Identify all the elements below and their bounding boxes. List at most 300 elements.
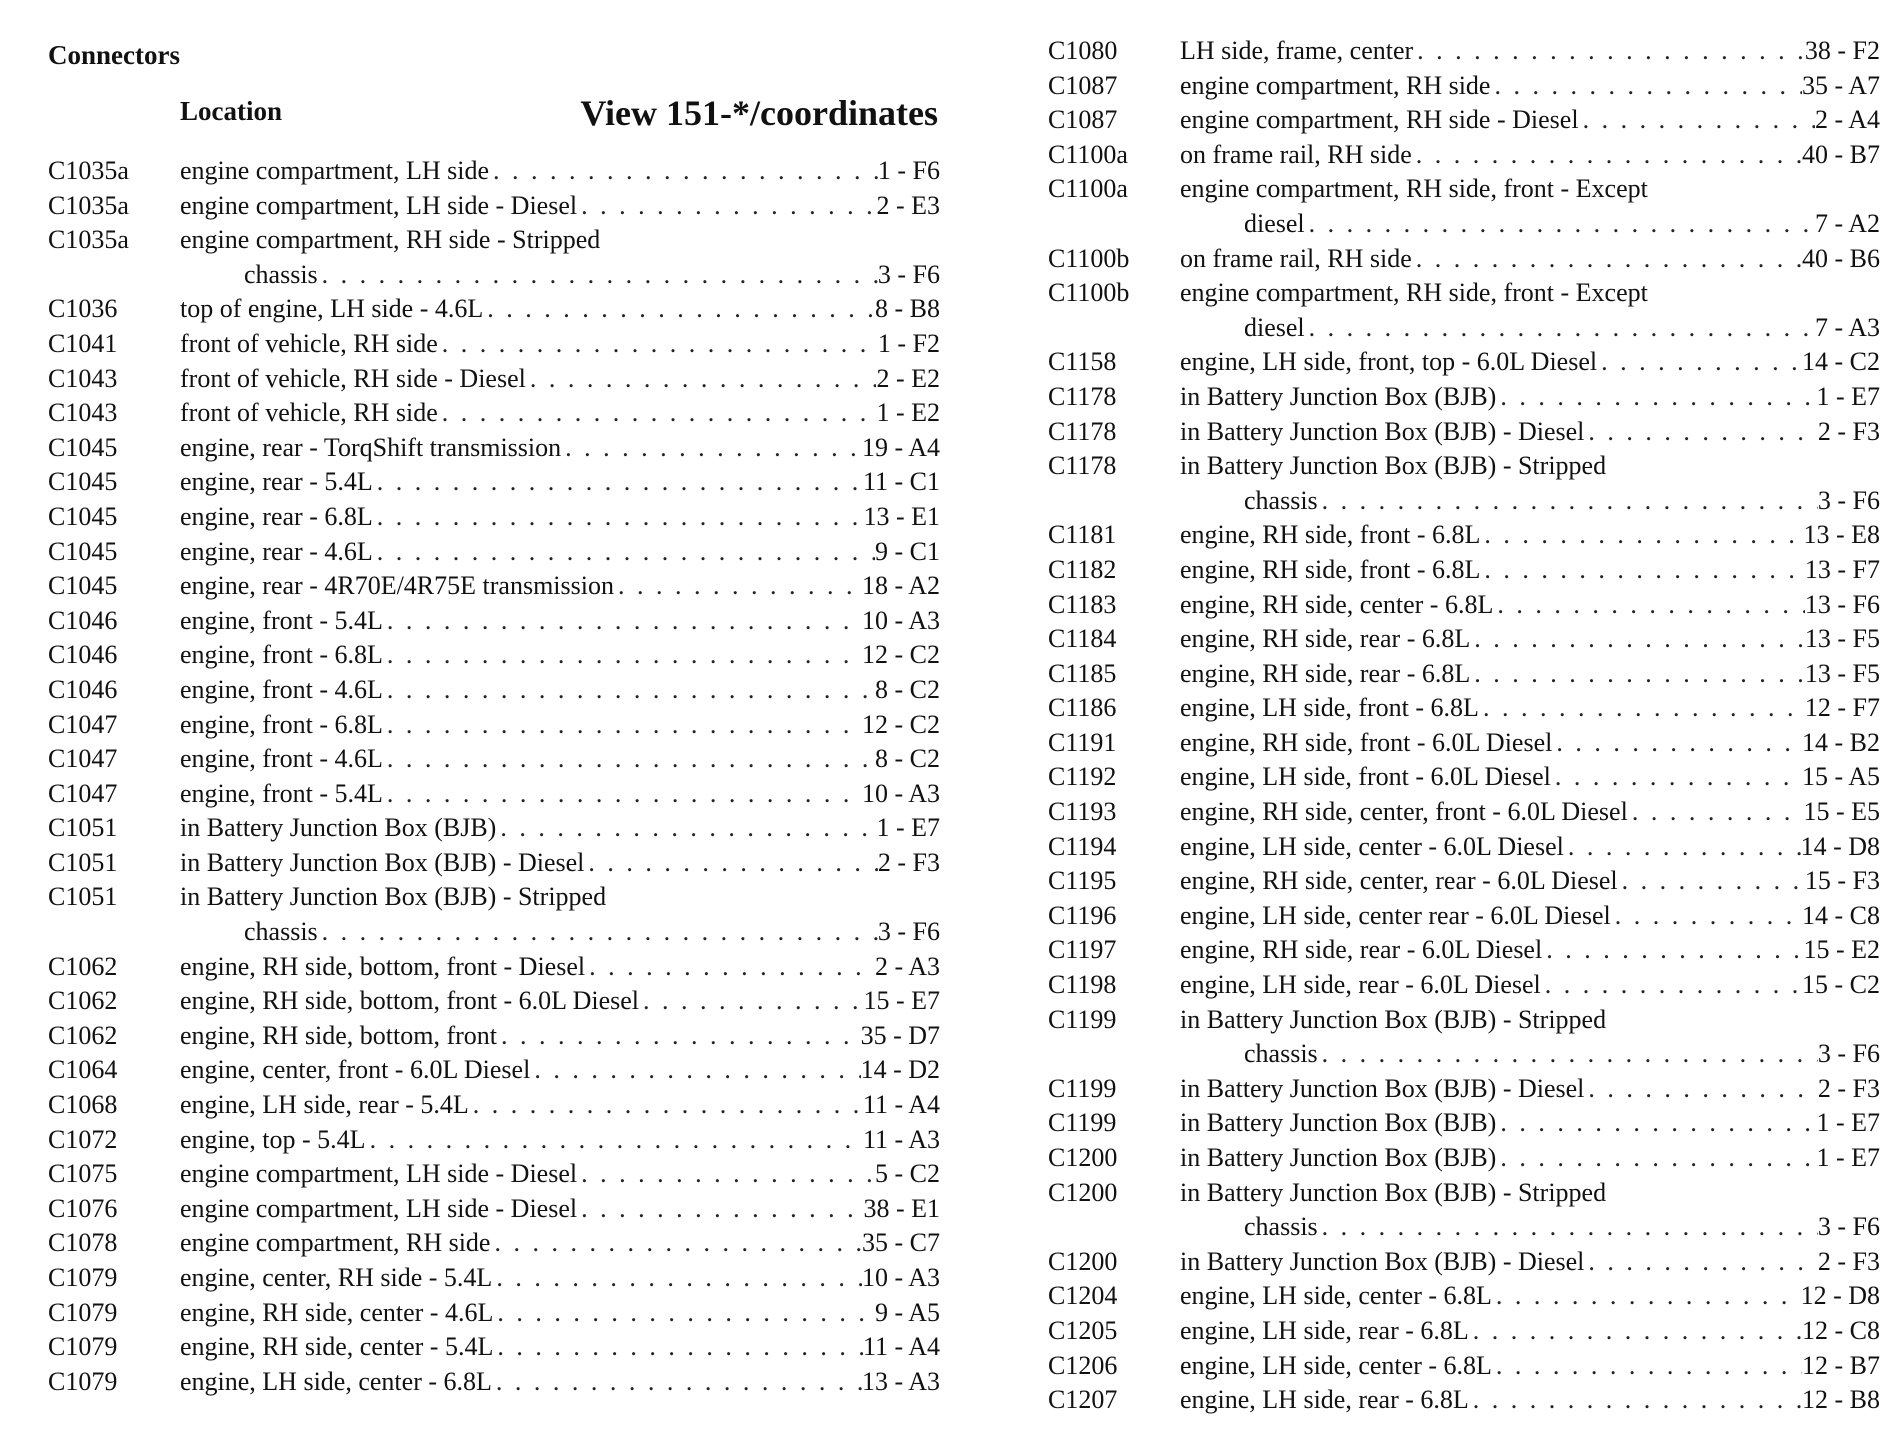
right-connector-list xyxy=(1048,34,1880,1418)
dot-leader xyxy=(1611,899,1802,934)
connector-location: engine, LH side, front, top - 6.0L Diesel xyxy=(1180,347,1598,377)
dot-leader xyxy=(1496,1106,1816,1141)
connector-location: engine compartment, RH side - Stripped xyxy=(180,225,601,255)
dot-leader xyxy=(1492,1279,1801,1314)
connector-location: LH side, frame, center xyxy=(1180,36,1414,65)
connector-entry xyxy=(48,327,940,362)
connector-code: C1207 xyxy=(1048,1385,1118,1415)
entry-body xyxy=(180,1019,940,1054)
connector-code: C1045 xyxy=(48,501,118,531)
connector-location: engine, LH side, front - 6.8L xyxy=(1180,693,1479,723)
connector-code: C1196 xyxy=(1048,900,1117,930)
connector-entry xyxy=(48,638,940,673)
dot-leader xyxy=(383,708,862,743)
connector-code: C1100b xyxy=(1048,243,1130,273)
view-coordinate: 8 - C2 xyxy=(875,744,940,774)
dot-leader xyxy=(577,1157,875,1192)
view-coordinate: 2 - A4 xyxy=(1815,105,1880,135)
connector-code: C1186 xyxy=(1048,693,1117,723)
view-coordinate: 38 - F2 xyxy=(1804,36,1880,65)
dot-leader xyxy=(496,811,876,846)
entry-body xyxy=(1180,899,1880,934)
connector-entry xyxy=(1048,449,1880,518)
entry-body xyxy=(1180,69,1880,104)
connector-code: C1204 xyxy=(1048,1281,1118,1311)
entry-body xyxy=(180,811,940,846)
connector-entry xyxy=(1048,1141,1880,1176)
connector-location: front of vehicle, RH side xyxy=(180,398,438,428)
connector-entry xyxy=(48,362,940,397)
connector-entry xyxy=(1048,415,1880,450)
entry-body xyxy=(1180,518,1880,553)
entry-body xyxy=(180,1296,940,1331)
connector-location: engine, LH side, rear - 6.0L Diesel xyxy=(1180,970,1541,1000)
entry-body xyxy=(180,223,940,292)
entry-body xyxy=(180,846,940,881)
entry-line xyxy=(180,465,940,500)
connector-entry xyxy=(48,535,940,570)
view-coordinate: 11 - A3 xyxy=(862,1124,940,1154)
entry-body xyxy=(180,1192,940,1227)
view-coordinate: 11 - A4 xyxy=(862,1090,940,1120)
dot-leader xyxy=(1542,933,1803,968)
connector-code: C1193 xyxy=(1048,797,1117,827)
entry-body xyxy=(180,1088,940,1123)
view-coordinate: 15 - C2 xyxy=(1802,970,1880,1000)
connector-code: C1087 xyxy=(1048,70,1118,100)
entry-body xyxy=(1180,864,1880,899)
entry-body xyxy=(1180,795,1880,830)
entry-continuation-line xyxy=(1180,1210,1880,1245)
view-coordinate: 12 - C2 xyxy=(862,709,940,739)
connector-code: C1198 xyxy=(1048,970,1117,1000)
connector-entry xyxy=(48,742,940,777)
location-column-header: Location xyxy=(180,96,283,126)
entry-line xyxy=(1180,553,1880,588)
connector-code: C1051 xyxy=(48,813,118,843)
dot-leader xyxy=(1413,34,1805,69)
connector-entry xyxy=(48,950,940,985)
entry-line xyxy=(1180,1141,1880,1176)
connector-entry xyxy=(1048,899,1880,934)
entry-line xyxy=(180,1330,940,1365)
view-coordinate: 7 - A3 xyxy=(1815,312,1880,342)
connector-code: C1045 xyxy=(48,467,118,497)
dot-leader xyxy=(1551,760,1802,795)
connector-code: C1064 xyxy=(48,1055,118,1085)
connector-entry xyxy=(48,189,940,224)
connector-entry xyxy=(48,604,940,639)
view-coordinate: 13 - F7 xyxy=(1804,554,1880,584)
connector-entry xyxy=(1048,1349,1880,1384)
connector-entry xyxy=(48,1261,940,1296)
dot-leader xyxy=(1318,484,1818,519)
view-coordinate: 9 - C1 xyxy=(875,536,940,566)
connector-entry xyxy=(48,708,940,743)
connector-entry xyxy=(48,1157,940,1192)
view-coordinate: 14 - C8 xyxy=(1802,900,1880,930)
connector-entry xyxy=(1048,138,1880,173)
connector-entry xyxy=(48,1088,940,1123)
connector-code: C1080 xyxy=(1048,36,1118,65)
view-coordinate: 12 - F7 xyxy=(1804,693,1880,723)
entry-line xyxy=(1180,1003,1880,1038)
dot-leader xyxy=(383,638,862,673)
connector-location: in Battery Junction Box (BJB) - Stripped xyxy=(1180,1177,1607,1207)
connector-location-continued: diesel xyxy=(1244,312,1305,342)
dot-leader xyxy=(1552,726,1802,761)
connector-entry xyxy=(48,1192,940,1227)
connector-entry xyxy=(1048,34,1880,69)
entry-line xyxy=(1180,795,1880,830)
connector-entry xyxy=(1048,1072,1880,1107)
entry-body xyxy=(180,777,940,812)
entry-line xyxy=(180,1226,940,1261)
connector-entry xyxy=(48,292,940,327)
view-coordinate: 14 - B2 xyxy=(1802,727,1880,757)
connector-location: engine, front - 6.8L xyxy=(180,640,383,670)
view-coordinate: 12 - D8 xyxy=(1800,1281,1880,1311)
connector-code: C1199 xyxy=(1048,1073,1117,1103)
connector-entry xyxy=(1048,1176,1880,1245)
connector-location: engine, LH side, center - 6.8L xyxy=(1180,1350,1492,1380)
connector-entry xyxy=(1048,345,1880,380)
entry-line xyxy=(1180,345,1880,380)
view-coordinate: 19 - A4 xyxy=(862,432,940,462)
connector-code: C1184 xyxy=(1048,624,1117,654)
dot-leader xyxy=(1318,1037,1818,1072)
entry-body xyxy=(1180,1314,1880,1349)
connector-code: C1182 xyxy=(1048,554,1117,584)
entry-body xyxy=(180,1365,940,1400)
entry-line xyxy=(1180,276,1880,311)
entry-continuation-line xyxy=(180,258,940,293)
entry-body xyxy=(180,327,940,362)
view-coordinate: 35 - A7 xyxy=(1802,70,1880,100)
connector-code: C1075 xyxy=(48,1159,118,1189)
connector-code: C1043 xyxy=(48,363,118,393)
connector-code: C1068 xyxy=(48,1090,118,1120)
dot-leader xyxy=(1496,380,1816,415)
connector-location: in Battery Junction Box (BJB) xyxy=(180,813,497,843)
entry-line xyxy=(1180,1314,1880,1349)
dot-leader xyxy=(1470,622,1805,657)
dot-leader xyxy=(489,154,878,189)
connector-code: C1100a xyxy=(1048,139,1128,169)
connector-code: C1078 xyxy=(48,1228,118,1258)
view-coordinate: 2 - E3 xyxy=(876,190,940,220)
connector-code: C1195 xyxy=(1048,866,1117,896)
connector-location: in Battery Junction Box (BJB) xyxy=(1180,381,1497,411)
entry-body xyxy=(1180,968,1880,1003)
entry-body xyxy=(1180,276,1880,345)
connector-location: in Battery Junction Box (BJB) - Stripped xyxy=(180,882,607,912)
view-coordinate: 35 - C7 xyxy=(862,1228,940,1258)
entry-line xyxy=(180,811,940,846)
connector-location: engine, RH side, bottom, front - 6.0L Diesel xyxy=(180,986,640,1016)
connector-code: C1158 xyxy=(1048,347,1117,377)
entry-line xyxy=(1180,830,1880,865)
connector-code: C1199 xyxy=(1048,1004,1117,1034)
view-coordinate: 10 - A3 xyxy=(862,778,940,808)
connector-location: in Battery Junction Box (BJB) xyxy=(1180,1143,1497,1172)
entry-continuation-line xyxy=(1180,207,1880,242)
connector-location: engine, RH side, rear - 6.8L xyxy=(1180,624,1471,654)
dot-leader xyxy=(1584,1072,1817,1107)
connector-location: front of vehicle, RH side xyxy=(180,328,438,358)
entry-line xyxy=(1180,1349,1880,1384)
dot-leader xyxy=(318,915,878,950)
entry-line xyxy=(180,154,940,189)
entry-line xyxy=(180,292,940,327)
connector-location-continued: chassis xyxy=(1244,1212,1318,1242)
connector-code: C1035a xyxy=(48,225,129,255)
connector-entry xyxy=(48,1226,940,1261)
connector-location: in Battery Junction Box (BJB) - Diesel xyxy=(1180,1073,1585,1103)
entry-body xyxy=(1180,103,1880,138)
dot-leader xyxy=(1480,518,1803,553)
connector-location: engine compartment, RH side - Diesel xyxy=(1180,105,1579,135)
connector-location: engine, LH side, rear - 6.8L xyxy=(1180,1385,1469,1415)
connector-entry xyxy=(1048,1383,1880,1418)
view-coordinate: 1 - E7 xyxy=(1816,1143,1880,1172)
connector-entry xyxy=(1048,760,1880,795)
entry-continuation-line xyxy=(1180,1037,1880,1072)
entry-line xyxy=(180,984,940,1019)
connector-entry xyxy=(48,154,940,189)
entry-line xyxy=(1180,103,1880,138)
connector-entry xyxy=(48,1053,940,1088)
connector-code: C1047 xyxy=(48,778,118,808)
connector-location: in Battery Junction Box (BJB) xyxy=(1180,1108,1497,1138)
entry-line xyxy=(1180,415,1880,450)
entry-body xyxy=(180,673,940,708)
connector-entry xyxy=(1048,553,1880,588)
dot-leader xyxy=(1584,1245,1817,1280)
entry-line xyxy=(1180,34,1880,69)
connector-code: C1045 xyxy=(48,432,118,462)
connector-code: C1062 xyxy=(48,951,118,981)
connector-entry xyxy=(1048,276,1880,345)
view-coordinates-column-header: View 151-*/coordinates xyxy=(580,93,938,133)
connector-code: C1046 xyxy=(48,640,118,670)
entry-body xyxy=(180,880,940,949)
view-coordinate: 15 - A5 xyxy=(1802,762,1880,792)
view-coordinate: 18 - A2 xyxy=(862,571,940,601)
view-coordinate: 15 - E7 xyxy=(863,986,940,1016)
entry-line xyxy=(1180,172,1880,207)
connector-entry xyxy=(48,984,940,1019)
entry-line xyxy=(180,777,940,812)
connector-location: engine, front - 4.6L xyxy=(180,674,383,704)
entry-body xyxy=(180,708,940,743)
view-coordinate: 12 - C2 xyxy=(862,640,940,670)
view-coordinate: 15 - F3 xyxy=(1804,866,1880,896)
connector-code: C1191 xyxy=(1048,727,1117,757)
dot-leader xyxy=(1579,103,1815,138)
entry-body xyxy=(180,1330,940,1365)
entry-body xyxy=(180,1123,940,1158)
dot-leader xyxy=(383,742,875,777)
entry-body xyxy=(180,604,940,639)
connector-code: C1200 xyxy=(1048,1246,1118,1276)
dot-leader xyxy=(1490,69,1802,104)
connector-location: front of vehicle, RH side - Diesel xyxy=(180,363,526,393)
dot-leader xyxy=(1318,1210,1818,1245)
dot-leader xyxy=(1469,1314,1802,1349)
view-coordinate: 15 - E2 xyxy=(1803,935,1880,965)
connector-location: engine, LH side, front - 6.0L Diesel xyxy=(1180,762,1551,792)
connector-code: C1079 xyxy=(48,1366,118,1396)
entry-line xyxy=(1180,69,1880,104)
entry-body xyxy=(1180,415,1880,450)
connector-code: C1046 xyxy=(48,605,118,635)
connector-code: C1178 xyxy=(1048,416,1117,446)
connector-code: C1041 xyxy=(48,328,118,358)
dot-leader xyxy=(561,431,862,466)
entry-body xyxy=(1180,172,1880,241)
entry-body xyxy=(180,189,940,224)
connector-entry xyxy=(48,1123,940,1158)
connector-location: engine compartment, RH side, front - Except xyxy=(1180,174,1648,204)
connector-entry xyxy=(48,1019,940,1054)
entry-body xyxy=(180,1053,940,1088)
view-coordinate: 10 - A3 xyxy=(862,605,940,635)
view-coordinate: 12 - C8 xyxy=(1802,1315,1880,1345)
entry-continuation-line xyxy=(1180,484,1880,519)
entry-line xyxy=(180,1088,940,1123)
dot-leader xyxy=(1412,138,1802,173)
dot-leader xyxy=(490,1226,862,1261)
view-coordinate: 13 - E1 xyxy=(863,501,940,531)
connector-location: engine, rear - 6.8L xyxy=(180,501,373,531)
connector-location: on frame rail, RH side xyxy=(1180,243,1412,273)
dot-leader xyxy=(1496,1141,1816,1176)
connector-code: C1047 xyxy=(48,744,118,774)
connector-entry xyxy=(48,223,940,292)
dot-leader xyxy=(1469,1383,1802,1418)
dot-leader xyxy=(497,1019,861,1054)
dot-leader xyxy=(1493,588,1805,623)
view-coordinate: 2 - F3 xyxy=(1817,1246,1880,1276)
connector-code: C1192 xyxy=(1048,762,1117,792)
connector-entry xyxy=(48,431,940,466)
connector-entry xyxy=(1048,622,1880,657)
dot-leader xyxy=(1618,864,1805,899)
view-coordinate: 5 - C2 xyxy=(875,1159,940,1189)
dot-leader xyxy=(1470,657,1805,692)
dot-leader xyxy=(584,846,877,881)
entry-body xyxy=(1180,345,1880,380)
connector-location: engine, RH side, front - 6.8L xyxy=(1180,554,1481,584)
connector-location: engine, front - 5.4L xyxy=(180,778,383,808)
connector-code: C1079 xyxy=(48,1332,118,1362)
connector-location: in Battery Junction Box (BJB) - Stripped xyxy=(1180,1004,1607,1034)
connector-code: C1076 xyxy=(48,1193,118,1223)
connector-entry xyxy=(48,673,940,708)
view-coordinate: 15 - E5 xyxy=(1803,797,1880,827)
view-coordinate: 35 - D7 xyxy=(860,1020,940,1050)
connector-code: C1100a xyxy=(1048,174,1128,204)
entry-body xyxy=(180,950,940,985)
entry-body xyxy=(1180,1383,1880,1418)
connector-location: engine compartment, RH side xyxy=(1180,70,1491,100)
connector-location-continued: chassis xyxy=(244,259,318,289)
connector-code: C1199 xyxy=(1048,1108,1117,1138)
entry-line xyxy=(1180,1072,1880,1107)
entry-line xyxy=(180,1192,940,1227)
entry-line xyxy=(1180,1245,1880,1280)
dot-leader xyxy=(373,465,863,500)
entry-body xyxy=(1180,138,1880,173)
connector-location: engine, RH side, front - 6.0L Diesel xyxy=(1180,727,1553,757)
entry-line xyxy=(180,1261,940,1296)
entry-body xyxy=(1180,1141,1880,1176)
dot-leader xyxy=(1584,415,1817,450)
entry-body xyxy=(180,292,940,327)
dot-leader xyxy=(492,1261,862,1296)
connector-entry xyxy=(1048,795,1880,830)
connector-location-continued: chassis xyxy=(1244,485,1318,515)
entry-body xyxy=(1180,726,1880,761)
entry-body xyxy=(1180,760,1880,795)
connector-code: C1051 xyxy=(48,847,118,877)
dot-leader xyxy=(438,327,878,362)
entry-body xyxy=(1180,380,1880,415)
dot-leader xyxy=(1479,691,1805,726)
connector-location: engine, LH side, rear - 6.8L xyxy=(1180,1315,1469,1345)
entry-line xyxy=(180,1053,940,1088)
entry-body xyxy=(180,500,940,535)
entry-body xyxy=(1180,1072,1880,1107)
connector-entry xyxy=(1048,830,1880,865)
entry-line xyxy=(1180,726,1880,761)
connector-code: C1197 xyxy=(1048,935,1117,965)
connector-entry xyxy=(48,880,940,949)
entry-line xyxy=(180,569,940,604)
dot-leader xyxy=(639,984,863,1019)
connector-entry xyxy=(48,1296,940,1331)
view-coordinate: 2 - F3 xyxy=(1817,1073,1880,1103)
connector-code: C1200 xyxy=(1048,1177,1118,1207)
section-title: Connectors xyxy=(48,40,180,70)
entry-line xyxy=(180,742,940,777)
connector-location-continued: chassis xyxy=(1244,1039,1318,1069)
connector-entry xyxy=(1048,518,1880,553)
view-coordinate: 12 - B8 xyxy=(1802,1385,1880,1415)
connector-location: engine compartment, LH side - Diesel xyxy=(180,190,578,220)
entry-line xyxy=(180,673,940,708)
entry-line xyxy=(180,846,940,881)
connector-code: C1035a xyxy=(48,190,129,220)
connector-location: in Battery Junction Box (BJB) - Diesel xyxy=(1180,1246,1585,1276)
connector-entry xyxy=(1048,691,1880,726)
connector-location: engine, RH side, center, rear - 6.0L Diesel xyxy=(1180,866,1618,896)
connector-entry xyxy=(1048,103,1880,138)
connector-location: engine, RH side, center - 5.4L xyxy=(180,1332,494,1362)
view-coordinate: 12 - B7 xyxy=(1802,1350,1880,1380)
entry-line xyxy=(180,362,940,397)
connector-code: C1181 xyxy=(1048,520,1117,550)
connector-entry xyxy=(48,569,940,604)
connector-entry xyxy=(1048,726,1880,761)
entry-line xyxy=(1180,1106,1880,1141)
connector-location: engine, RH side, center - 4.6L xyxy=(180,1297,494,1327)
view-coordinate: 13 - E8 xyxy=(1803,520,1880,550)
connector-entry xyxy=(48,846,940,881)
entry-line xyxy=(1180,518,1880,553)
connector-entry xyxy=(1048,1003,1880,1072)
